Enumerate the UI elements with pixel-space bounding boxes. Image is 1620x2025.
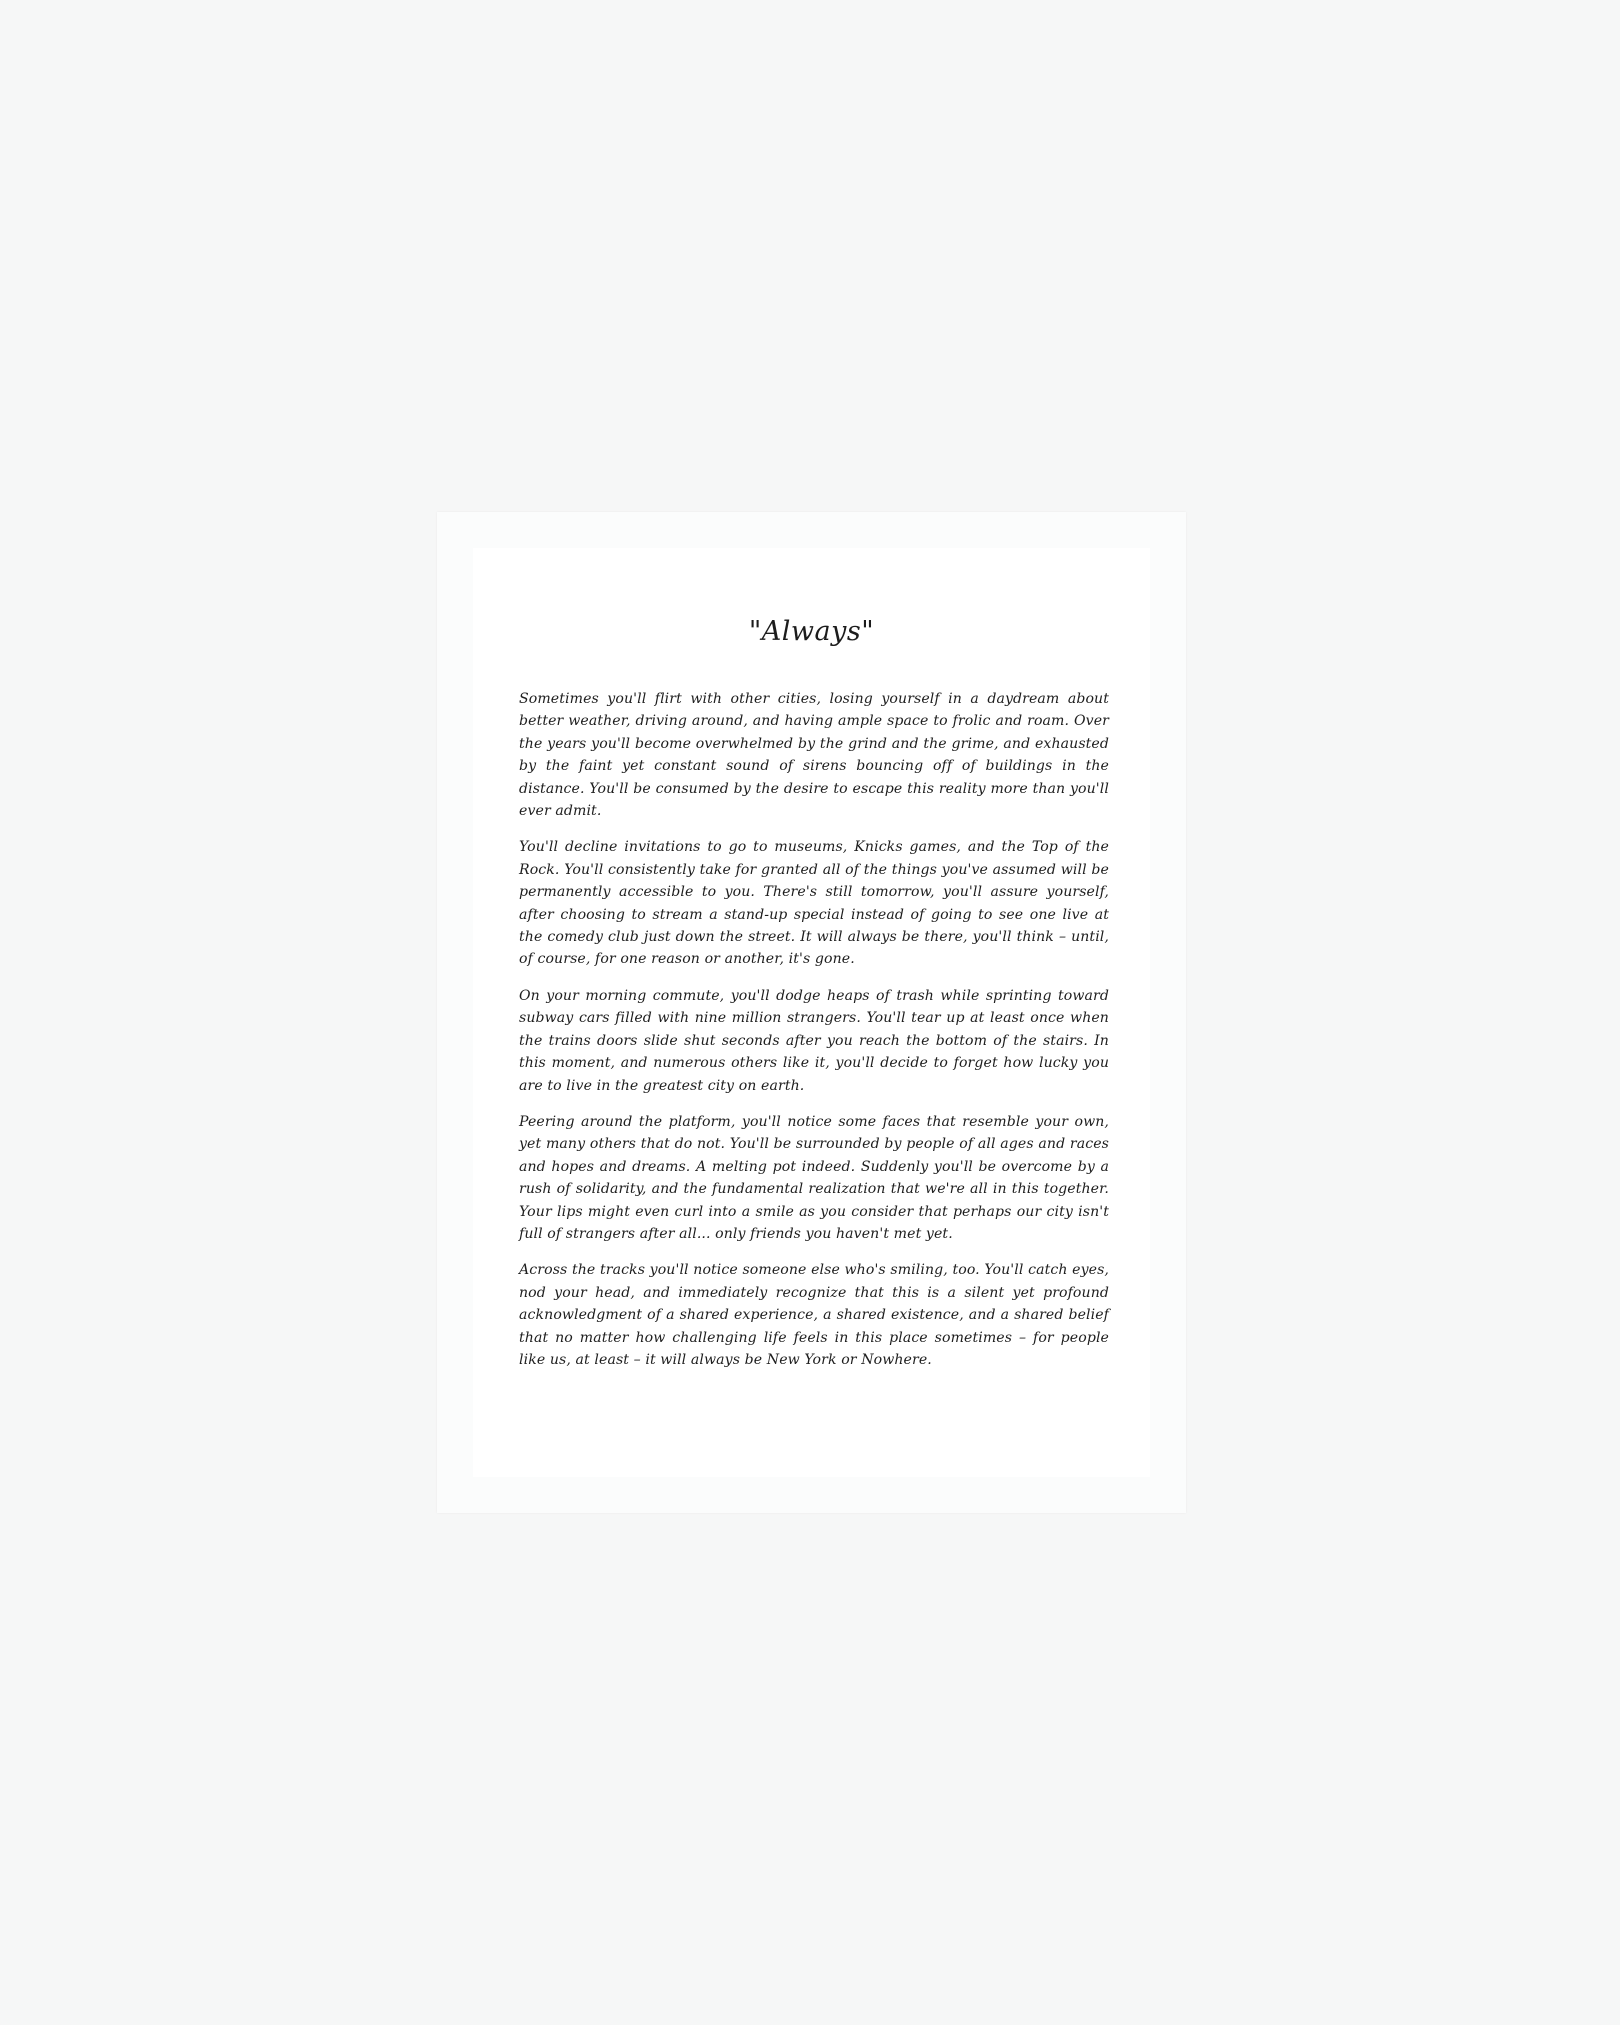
poem-paragraph-2: You'll decline invitations to go to museums, Knicks games, and the Top of the Rock. You'll consistently take for granted all of the things you've assumed will be permanently accessible to you. There's still tomorrow, you'll assure yourself, after choosing to stream a stand-up special instead of going to see one live at the comedy club just down the street. It will always be there, you'll think – until, of course, for one reason or another, it's gone. — [519, 839, 1109, 968]
poem-paragraph-3: On your morning commute, you'll dodge heaps of trash while sprinting toward subway cars filled with nine million strangers. You'll tear up at least once when the trains doors slide shut seconds after you reach the bottom of the stairs. In this moment, and numerous others like it, you'll decide to forget how lucky you are to live in the greatest city on earth. — [519, 987, 1109, 1094]
poem-paragraph-4: Peering around the platform, you'll notice some faces that resemble your own, yet many others that do not. You'll be surrounded by people of all ages and races and hopes and dreams. A melting pot indeed. Suddenly you'll be overcome by a rush of solidarity, and the fundamental realization that we're all in this together. Your lips might even curl into a smile as you consider that perhaps our city isn't full of strangers after all... only friends you haven't met yet. — [519, 1113, 1109, 1242]
poem-paragraph-5: Across the tracks you'll notice someone else who's smiling, too. You'll catch eyes, nod your head, and immediately recognize that this is a silent yet profound acknowledgment of a shared experience, a shared existence, and a shared belief that no matter how challenging life feels in this place sometimes – for people like us, at least – it will always be New York or Nowhere. — [519, 1262, 1109, 1368]
print-sheet — [473, 548, 1150, 1477]
poem-body — [519, 688, 1109, 1385]
print-mat — [437, 512, 1186, 1513]
poem-paragraph-1: Sometimes you'll flirt with other cities, losing yourself in a daydream about better weather, driving around, and having ample space to frolic and roam. Over the years you'll become overwhelmed by the grind and the grime, and exhausted by the faint yet constant sound of sirens bouncing off of buildings in the distance. You'll be consumed by the desire to escape this reality more than you'll ever admit. — [519, 691, 1109, 820]
poem-title: "Always" — [748, 616, 875, 647]
